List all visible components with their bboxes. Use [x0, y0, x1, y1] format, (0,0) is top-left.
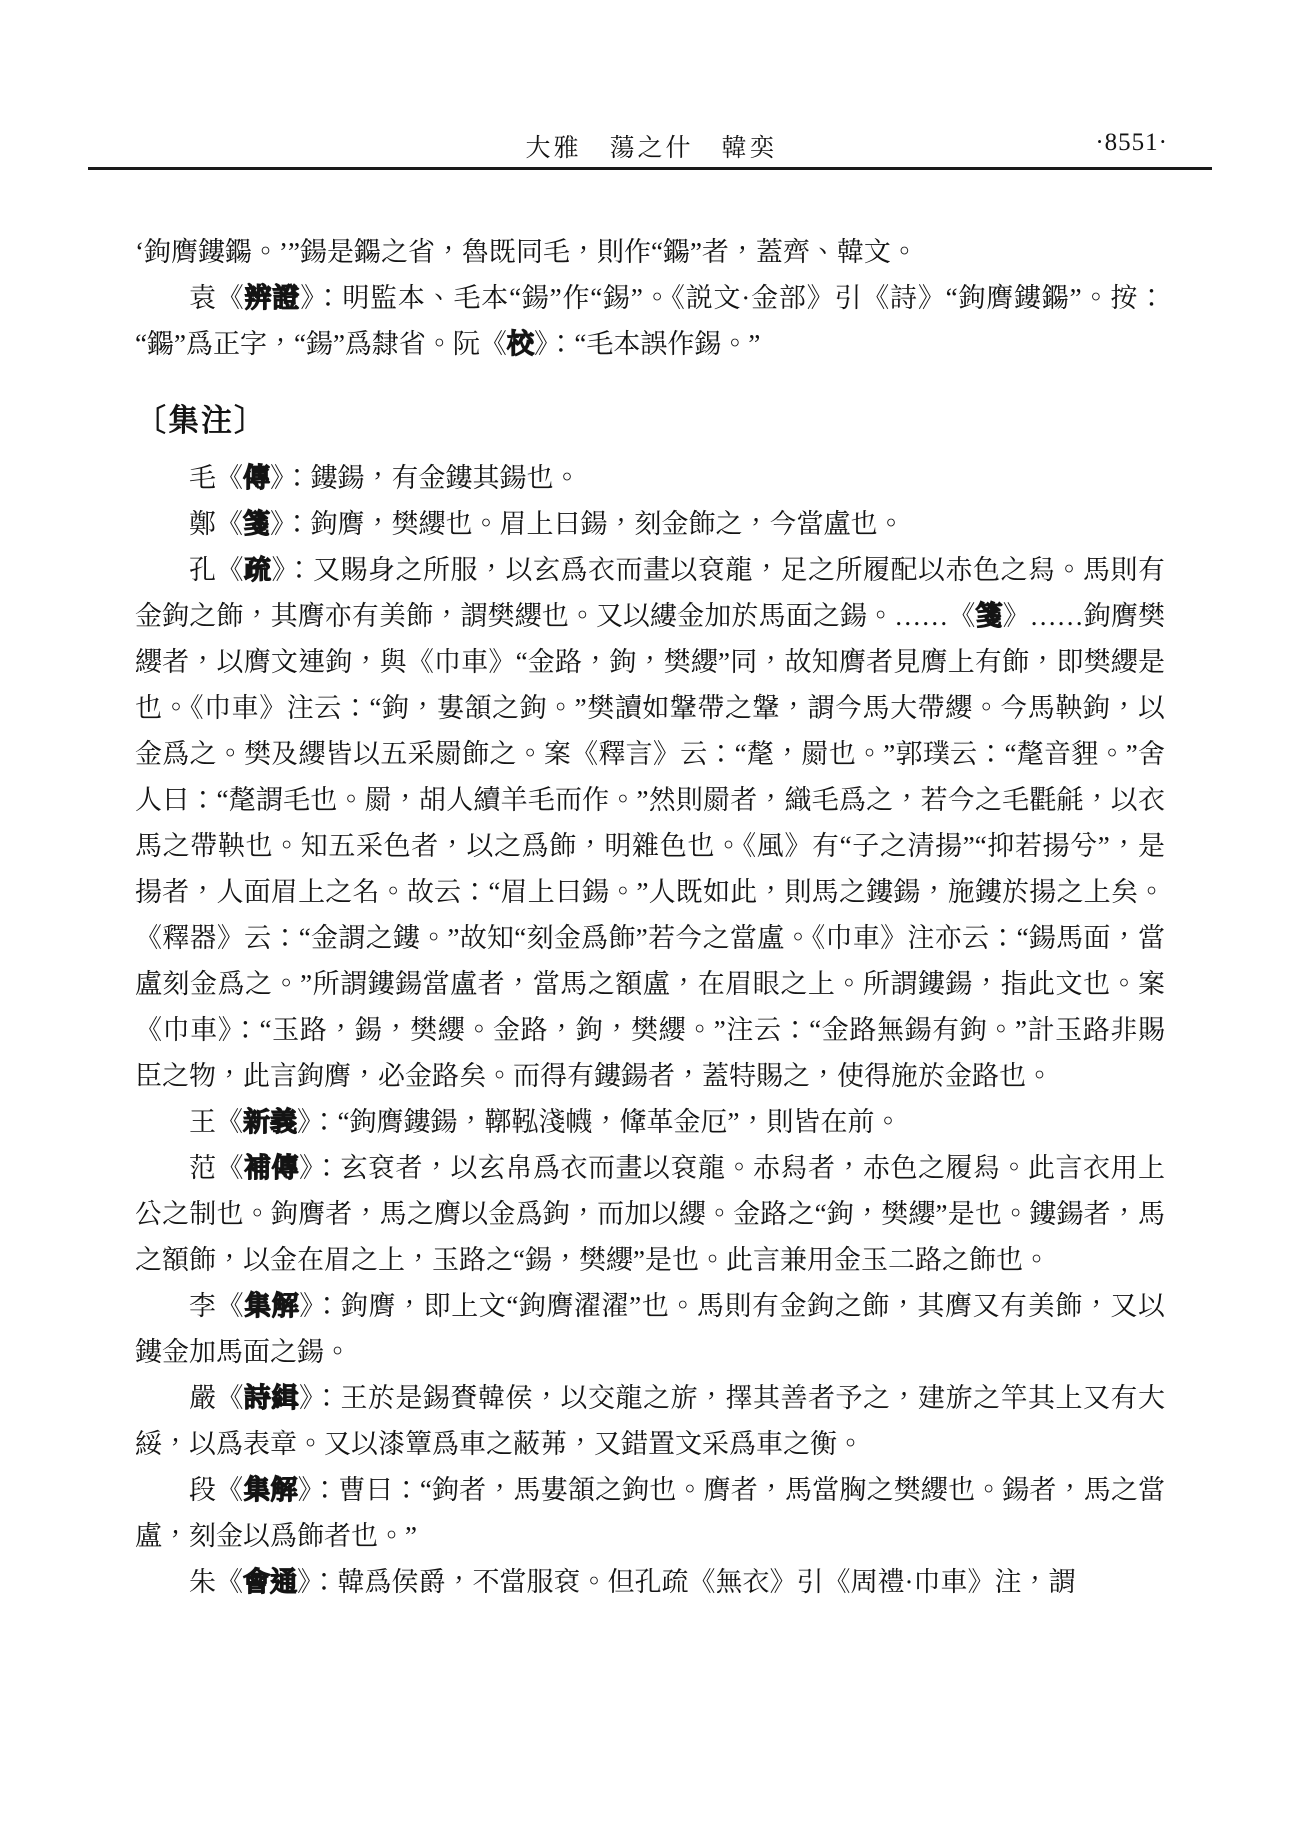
book-title-hollow: 詩緝: [244, 1383, 299, 1413]
text-run: 袁《: [189, 283, 245, 313]
text-run: 》……鉤膺樊纓者，以膺文連鉤，與《巾車》“金路，鉤，樊纓”同，故知膺者見膺上有飾，即樊纓是也。《巾車》注云：“鉤，婁頷之鉤。”樊讀如鞶帶之鞶，謂今馬大帶纓。今馬鞅鉤，以金爲之。樊及纓皆以五采罽飾之。案《釋言》云：“氂，罽也。”郭璞云：“氂音貍。”舍人曰：“氂謂毛也。罽，胡人續羊毛而作。”然則罽者，織毛爲之，若今之毛氍毹，以衣馬之帶鞅也。知五采色者，以之爲飾，明雜色也。《風》有“子之清揚”“抑若揚兮”，是揚者，人面眉上之名。故云：“眉上曰鍚。”人既如此，則馬之鏤鍚，施鏤於揚之上矣。《釋器》云：“金謂之鏤。”故知“刻金爲飾”若今之當盧。《巾車》注亦云：“鍚馬面，當盧刻金爲之。”所謂鏤鍚當盧者，當馬之額盧，在眉眼之上。所謂鏤鍚，指此文也。案《巾車》：“玉路，鍚，樊纓。金路，鉤，樊纓。”注云：“金路無鍚有鉤。”計玉路非賜臣之物，此言鉤膺，必金路矣。而得有鏤鍚者，蓋特賜之，使得施於金路也。: [135, 601, 1166, 1091]
text-run: 李《: [189, 1291, 245, 1321]
text-run: 》：明監本、毛本“鍚”作“錫”。《説文·金部》引《詩》“鉤膺鏤鐊”。按：“鐊”爲正字，“鍚”爲隸省。阮《: [135, 283, 1166, 359]
book-title-hollow: 集解: [244, 1291, 300, 1321]
text-run: 范《: [189, 1153, 244, 1183]
page-header: [135, 128, 1168, 164]
text-run: 鄭《: [189, 509, 243, 539]
paragraph: [135, 501, 1165, 547]
text-run: ‘鉤膺鏤鐊。’”鍚是鐊之省，魯既同毛，則作“鐊”者，蓋齊、韓文。: [135, 237, 918, 267]
section-heading: 〔集注〕: [135, 403, 267, 438]
paragraph: [135, 455, 1165, 501]
paragraph: [135, 1283, 1165, 1375]
text-run: 》：曹曰：“鉤者，馬婁頷之鉤也。膺者，馬當胸之樊纓也。鍚者，馬之當盧，刻金以爲飾者也。”: [135, 1475, 1166, 1551]
text-run: 段《: [189, 1475, 244, 1505]
text-run: 》：“毛本誤作錫。”: [533, 329, 761, 359]
paragraph: [135, 229, 1165, 275]
paragraph: [135, 275, 1165, 367]
text-run: 》：“鉤膺鏤鍚，鞹鞃淺幭，鞗革金厄”，則皆在前。: [297, 1107, 902, 1137]
book-title-hollow: 校: [506, 329, 534, 359]
text-run: 》：鉤膺，樊纓也。眉上曰鍚，刻金飾之，今當盧也。: [270, 509, 905, 539]
paragraph: [135, 1145, 1165, 1283]
paragraph: [135, 547, 1165, 1099]
text-run: 》：韓爲侯爵，不當服袞。但孔疏《無衣》引《周禮·巾車》注，謂: [297, 1567, 1076, 1597]
book-title-hollow: 補傳: [244, 1153, 299, 1183]
text-run: 》：鉤膺，即上文“鉤膺濯濯”也。馬則有金鉤之飾，其膺又有美飾，又以鏤金加馬面之鍚。: [135, 1291, 1165, 1367]
header-rule: [88, 167, 1212, 170]
book-title-hollow: 箋: [975, 601, 1003, 631]
page-number: ·8551·: [1095, 129, 1168, 156]
book-title-hollow: 辨證: [244, 283, 301, 313]
text-run: 》：鏤鍚，有金鏤其鍚也。: [270, 463, 581, 493]
running-head: 大雅 蕩之什 韓奕: [525, 135, 778, 162]
text-run: 嚴《: [189, 1383, 244, 1413]
text-run: 》：王於是錫賚韓侯，以交龍之旂，擇其善者予之，建旂之竿其上又有大綏，以爲表章。又以漆簟爲車之蔽茀，又錯置文采爲車之衡。: [135, 1383, 1165, 1459]
text-run: 》：玄袞者，以玄帛爲衣而畫以袞龍。赤舄者，赤色之履舄。此言衣用上公之制也。鉤膺者，馬之膺以金爲鉤，而加以纓。金路之“鉤，樊纓”是也。鏤鍚者，馬之額飾，以金在眉之上，玉路之“鍚，樊纓”是也。此言兼用金玉二路之飾也。: [135, 1153, 1165, 1275]
text-run: 孔《: [189, 555, 244, 585]
book-title-hollow: 集解: [243, 1475, 298, 1505]
book-title-hollow: 傳: [243, 463, 270, 493]
text-run: 朱《: [189, 1567, 243, 1597]
text-run: 王《: [189, 1107, 243, 1137]
paragraph: [135, 1467, 1165, 1559]
paragraph: [135, 1559, 1165, 1605]
text-run: 毛《: [189, 463, 243, 493]
book-title-hollow: 會通: [243, 1567, 297, 1597]
text-run: 》：又賜身之所服，以玄爲衣而畫以袞龍，足之所履配以赤色之舄。馬則有金鉤之飾，其膺亦有美飾，謂樊纓也。又以縷金加於馬面之鍚。……《: [135, 555, 1165, 631]
book-title-hollow: 箋: [243, 509, 270, 539]
paragraph: [135, 1375, 1165, 1467]
paragraph: [135, 1099, 1165, 1145]
book-title-hollow: 疏: [244, 555, 272, 585]
body-content: [135, 229, 1165, 1605]
book-title-hollow: 新義: [243, 1107, 297, 1137]
